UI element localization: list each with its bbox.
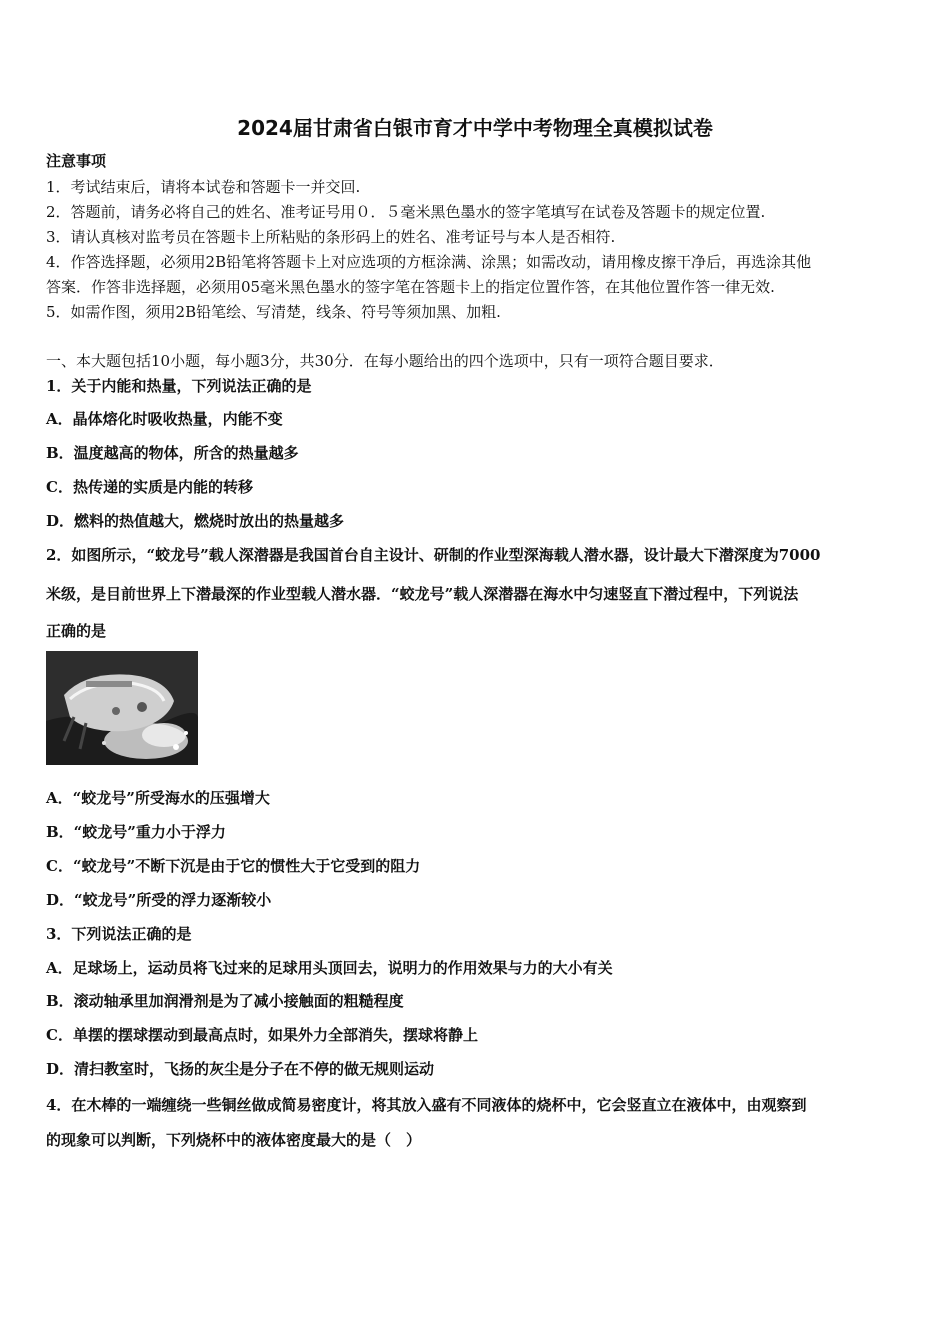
question-2-stem: 正确的是 xyxy=(46,622,107,640)
submersible-image xyxy=(46,651,198,765)
submersible-photo xyxy=(46,651,198,765)
notice-item: 答案．作答非选择题，必须用05毫米黑色墨水的签字笔在答题卡上的指定位置作答，在其他位置作答一律无效. xyxy=(46,278,775,296)
exam-title: 2024届甘肃省白银市育才中学中考物理全真模拟试卷 xyxy=(237,116,713,140)
section-heading: 一、本大题包括10小题，每小题3分，共30分．在每小题给出的四个选项中，只有一项符合题目要求． xyxy=(46,352,724,370)
question-3-stem: 3．下列说法正确的是 xyxy=(46,925,192,943)
notice-item: 4．作答选择题，必须用2B铅笔将答题卡上对应选项的方框涂满、涂黑；如需改动，请用橡皮擦干净后，再选涂其他 xyxy=(46,253,812,271)
question-3-option: D．清扫教室时，飞扬的灰尘是分子在不停的做无规则运动 xyxy=(46,1060,435,1078)
question-1-option: D．燃料的热值越大，燃烧时放出的热量越多 xyxy=(46,512,345,530)
notice-item: 2．答题前，请务必将自己的姓名、准考证号用０．５毫米黑色墨水的签字笔填写在试卷及答题卡的规定位置. xyxy=(46,203,766,221)
question-3-option: C．单摆的摆球摆动到最高点时，如果外力全部消失，摆球将静上 xyxy=(46,1026,478,1044)
notice-item: 1．考试结束后，请将本试卷和答题卡一并交回. xyxy=(46,178,361,196)
question-4-stem: 的现象可以判断，下列烧杯中的液体密度最大的是（ ） xyxy=(46,1131,422,1149)
question-1-stem: 1．关于内能和热量，下列说法正确的是 xyxy=(46,377,312,395)
question-2-option: C．“蛟龙号”不断下沉是由于它的惯性大于它受到的阻力 xyxy=(46,857,421,875)
question-2-option: B．“蛟龙号”重力小于浮力 xyxy=(46,823,226,841)
notice-heading: 注意事项 xyxy=(46,152,107,170)
question-3-option: A．足球场上，运动员将飞过来的足球用头顶回去，说明力的作用效果与力的大小有关 xyxy=(46,959,613,977)
question-2-option: D．“蛟龙号”所受的浮力逐渐较小 xyxy=(46,891,272,909)
question-1-option: C．热传递的实质是内能的转移 xyxy=(46,478,253,496)
question-1-option: B．温度越高的物体，所含的热量越多 xyxy=(46,444,299,462)
notice-item: 5．如需作图，须用2B铅笔绘、写清楚，线条、符号等须加黑、加粗. xyxy=(46,303,501,321)
question-2-stem: 米级，是目前世界上下潜最深的作业型载人潜水器．“蛟龙号”载人深潜器在海水中匀速竖直下潜过程中，下列说法 xyxy=(46,585,799,603)
question-2-stem: 2．如图所示，“蛟龙号”载人深潜器是我国首台自主设计、研制的作业型深海载人潜水器，设计最大下潜深度为7000 xyxy=(46,546,821,564)
notice-item: 3．请认真核对监考员在答题卡上所粘贴的条形码上的姓名、准考证号与本人是否相符. xyxy=(46,228,616,246)
question-2-option: A．“蛟龙号”所受海水的压强增大 xyxy=(46,789,270,807)
question-3-option: B．滚动轴承里加润滑剂是为了减小接触面的粗糙程度 xyxy=(46,992,404,1010)
question-1-option: A．晶体熔化时吸收热量，内能不变 xyxy=(46,410,283,428)
question-4-stem: 4．在木棒的一端缠绕一些铜丝做成简易密度计，将其放入盛有不同液体的烧杯中，它会竖直立在液体中，由观察到 xyxy=(46,1096,807,1114)
